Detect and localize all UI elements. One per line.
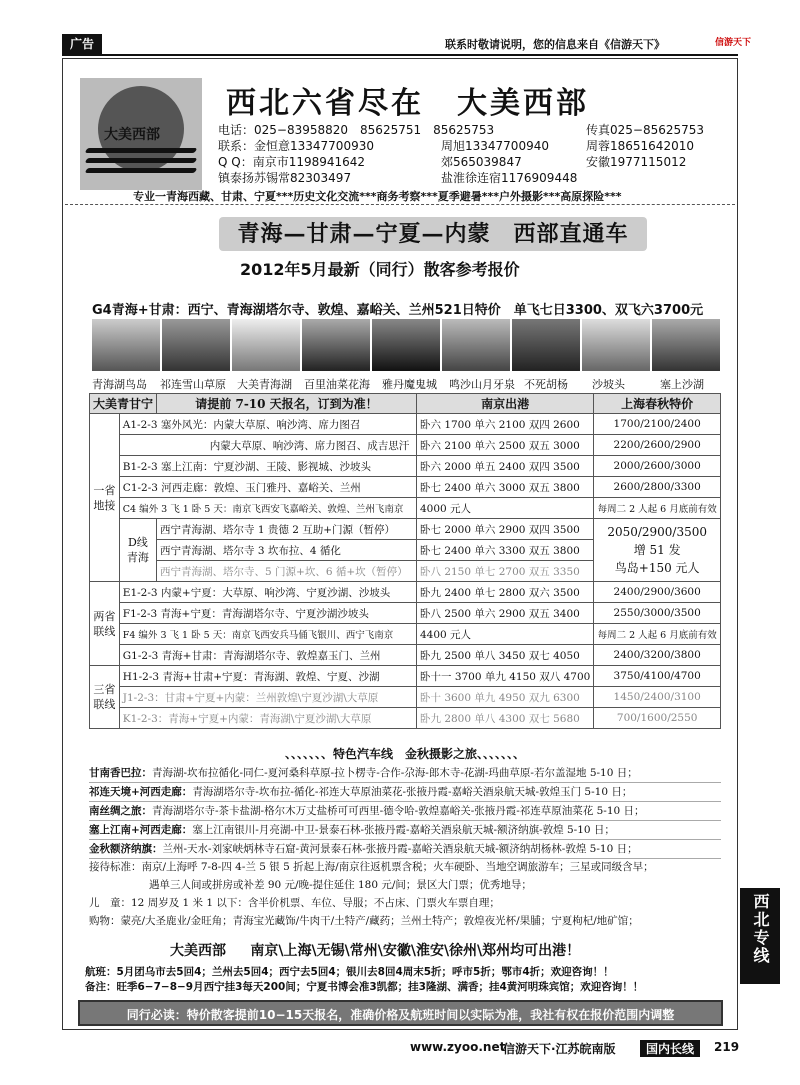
route-desc: 青海湖塔尔寺、敦煌嘉玉门、兰州 — [222, 649, 381, 662]
route-code: J1-2-3： — [122, 691, 165, 704]
route-desc: 青海湖、敦煌、宁夏、沙湖 — [253, 670, 380, 683]
auto-route-text: 青海湖-坎布拉循化-同仁-夏河桑科草原-拉卜楞寺-合作-尕海-郎木寺-花湖-玛曲草原-若尔盖湿地 5-10 日； — [152, 767, 638, 779]
header-shanghai: 上海春秋特价 — [594, 394, 721, 414]
table-row — [90, 582, 721, 603]
qq-line: Q Q：南京市1198941642 — [218, 155, 366, 169]
route-code: E1-2-3 内蒙+宁夏： — [122, 586, 223, 599]
photo-sand-lake — [652, 319, 720, 371]
tagline-brand: 大美西部 — [170, 943, 226, 959]
shanghai-price: 1700/2100/2400 — [594, 414, 721, 435]
nanjing-price: 卧九 2500 单八 3450 双七 4050 — [416, 645, 593, 666]
route-desc: 西宁青海湖、塔尔寺 1 贵德 2 互助+门源（暂停） — [157, 519, 417, 540]
table-row — [90, 456, 721, 477]
shanghai-price: 2200/2600/2900 — [594, 435, 721, 456]
route-desc: 西宁青海湖、塔尔寺、5 门源+坎、6 循+坎（暂停） — [157, 561, 417, 582]
shanghai-price: 2550/3000/3500 — [594, 603, 721, 624]
shanghai-price: 1450/2400/3100 — [594, 687, 721, 708]
qq-2: 郊565039847 — [441, 155, 522, 169]
standard-line: 儿 童：12 周岁及 1 米 1 以下：含半价机票、车位、导服；不占床、门票火车票自理； — [89, 897, 500, 909]
group-two-province: 两省联线 — [90, 582, 120, 666]
route-desc: 宁夏沙湖、王陵、影视城、沙坡头 — [213, 460, 371, 473]
shanghai-price: 2400/2900/3600 — [594, 582, 721, 603]
nanjing-price: 卧六 2100 单六 2500 双五 3000 — [416, 435, 593, 456]
table-row — [90, 687, 721, 708]
flight-line: 备注：旺季6−7−8−9月西宁挂3每天200间；宁夏书博会准3凯都；挂3隆湖、满香；挂4黄河明珠宾馆；欢迎咨询！！ — [85, 981, 644, 993]
top-divider — [62, 54, 738, 56]
nanjing-price: 卧七 2400 单六 3300 双五 3800 — [416, 540, 593, 561]
route-code: K1-2-3： — [122, 712, 169, 725]
route-code: G1-2-3 青海+甘肃： — [122, 649, 223, 662]
route-desc: 南京飞西安飞嘉峪关、敦煌、兰州飞南京 — [232, 504, 404, 515]
route-code: F4 编外 3 飞 1 卧 5 天： — [122, 630, 232, 641]
logo-road-stripe — [85, 148, 198, 153]
table-row — [90, 519, 721, 540]
qq-3: 安徽1977115012 — [586, 155, 687, 169]
shanghai-price: 每周二 2 人起 6 月底前有效 — [594, 498, 721, 519]
group-three-province: 三省联线 — [90, 666, 120, 729]
nanjing-price: 卧八 2500 单六 2900 双五 3400 — [416, 603, 593, 624]
g4-special-offer: G4青海+甘肃：西宁、青海湖塔尔寺、敦煌、嘉峪关、兰州521日特价 单飞七日3300、双飞六3700元 — [92, 303, 704, 318]
nanjing-price: 卧六 1700 单六 2100 双四 2600 — [416, 414, 593, 435]
header-region: 大美青甘宁 — [90, 394, 157, 414]
d-note: 增 51 发 — [633, 543, 681, 557]
departure-tagline — [170, 940, 580, 960]
list-item — [89, 802, 721, 821]
route-desc: 大草原、响沙湾、宁夏沙湖、沙坡头 — [222, 586, 391, 599]
nanjing-price: 卧八 2150 单七 2700 双五 3350 — [416, 561, 593, 582]
standard-line: 遇单三人间或拼房或补差 90 元/晚-提住延住 180 元/间；景区大门票；优秀地导； — [149, 879, 532, 891]
table-row — [90, 708, 721, 729]
photo-qinghai-lake — [232, 319, 300, 371]
phone-line: 电话：025−83958820 85625751 85625753 — [218, 123, 495, 137]
flight-line: 航班：5月团乌市去5回4；兰州去5回4；西宁去5回4；银川去8回4周末5折；呼市5折；鄂市4折；欢迎咨询！！ — [85, 966, 614, 978]
photo-rapeseed-field — [302, 319, 370, 371]
nanjing-price: 卧七 2400 单六 3000 双五 3800 — [416, 477, 593, 498]
ad-tag: 广告 — [62, 34, 102, 54]
contact-line: 联系：金恒意13347700930 — [218, 139, 374, 153]
table-row — [90, 603, 721, 624]
auto-route-label: 甘南香巴拉： — [89, 767, 152, 779]
header-notice: 请提前 7-10 天报名，订到为准！ — [157, 394, 417, 414]
tagline-cities: 南京\上海\无锡\常州\安徽\淮安\徐州\郑州均可出港！ — [250, 943, 581, 959]
auto-route-text: 青海湖塔尔寺-坎布拉-循化-祁连大草原油菜花-张掖丹霞-嘉峪关酒泉航天城-敦煌玉门 5-10 日； — [192, 786, 633, 798]
auto-tour-section — [89, 744, 721, 859]
auto-route-label: 南丝绸之旅： — [89, 805, 152, 817]
side-tab-label: 西北专线 — [751, 893, 770, 965]
route-desc: 甘肃+宁夏+内蒙：兰州敦煌\宁夏沙湖\大草原 — [164, 691, 379, 704]
price-subtitle: 2012年5月最新（同行）散客参考报价 — [240, 260, 520, 279]
source-notice: 联系时敬请说明，您的信息来自《信游天下》 — [445, 38, 665, 51]
route-code: C1-2-3 河西走廊： — [122, 481, 214, 494]
publisher-name: 信游天下·江苏皖南版 — [503, 1042, 616, 1056]
route-d-shanghai — [594, 519, 721, 582]
d-note: 鸟岛+150 元人 — [614, 561, 700, 575]
nanjing-price: 卧九 2400 单七 2800 双六 3500 — [416, 582, 593, 603]
d-price: 2050/2900/3500 — [607, 525, 708, 539]
shanghai-price: 2600/2800/3300 — [594, 477, 721, 498]
group-one-province: 一省地接 — [90, 414, 120, 582]
company-logo — [80, 78, 202, 190]
nanjing-price: 4400 元人 — [416, 624, 593, 645]
list-item — [89, 783, 721, 802]
contact-3: 周蓉18651642010 — [586, 139, 694, 153]
route-banner: 青海—甘肃—宁夏—内蒙 西部直通车 — [219, 217, 647, 251]
photo-caption: 大美青海湖 — [237, 378, 292, 391]
table-header — [90, 394, 721, 414]
logo-text: 大美西部 — [104, 127, 160, 143]
photo-populus — [512, 319, 580, 371]
auto-tour-title: 、、、、、、、特色汽车线 金秋摄影之旅、、、、、、、 — [284, 747, 525, 761]
logo-road-stripe — [85, 168, 198, 173]
town-line: 镇泰扬苏锡常82303497 — [218, 171, 352, 185]
website-url[interactable]: www.zyoo.net — [410, 1040, 506, 1054]
service-standards — [89, 858, 721, 930]
dashed-divider — [65, 204, 735, 205]
route-code: F1-2-3 青海+宁夏： — [122, 607, 222, 620]
booking-notice: 同行必读：特价散客提前10−15天报名，准确价格及航班时间以实际为准，我社有权在报价范围内调整 — [78, 1000, 723, 1026]
photo-caption: 鸣沙山月牙泉 — [449, 378, 515, 391]
route-code: C4 编外 3 飞 1 卧 5 天： — [122, 504, 233, 515]
route-code: H1-2-3 青海+甘肃+宁夏： — [122, 670, 254, 683]
auto-route-text: 塞上江南银川-月亮湖-中卫-景泰石林-张掖丹霞-嘉峪关酒泉航天城-额济纳旗-敦煌 5-10 日； — [192, 824, 615, 836]
table-row — [90, 645, 721, 666]
nanjing-price: 卧十 3600 单九 4950 双九 6300 — [416, 687, 593, 708]
auto-route-text: 兰州-天水-刘家峡炳林寺石窟-黄河景泰石林-张掖丹霞-嘉峪关酒泉航天城-额济纳胡杨林-敦煌 5-10 日； — [162, 843, 638, 855]
route-desc: 南京飞西安兵马俑飞银川、西宁飞南京 — [231, 630, 394, 641]
photo-qilian-grassland — [162, 319, 230, 371]
route-desc: 青海湖塔尔寺、宁夏沙湖沙坡头 — [221, 607, 369, 620]
photo-caption: 雅丹魔鬼城 — [382, 378, 437, 391]
table-row — [90, 477, 721, 498]
photo-strip — [92, 319, 720, 371]
fax-line: 传真025−85625753 — [586, 123, 705, 137]
photo-caption: 百里油菜花海 — [304, 378, 370, 391]
list-item — [89, 840, 721, 859]
shanghai-price: 2000/2600/3000 — [594, 456, 721, 477]
photo-caption: 祁连雪山草原 — [160, 378, 226, 391]
photo-caption: 塞上沙湖 — [660, 378, 704, 391]
standard-line: 购物：蒙亮/大圣鹿业/金旺角；青海宝光藏饰/牛肉干/土特产/藏药；兰州土特产；敦煌夜光杯/果脯；宁夏枸杞/地矿馆； — [89, 915, 639, 927]
route-d-label: D线青海 — [119, 519, 156, 582]
headline: 西北六省尽在 大美西部 — [226, 86, 589, 121]
shanghai-price: 700/1600/2550 — [594, 708, 721, 729]
nanjing-price: 卧六 2000 单五 2400 双四 3500 — [416, 456, 593, 477]
photo-shapotou — [582, 319, 650, 371]
route-desc: 内蒙大草原、响沙湾、席力图召 — [213, 418, 361, 431]
list-item — [89, 821, 721, 840]
logo-road-stripe — [85, 158, 198, 163]
flight-info — [85, 965, 643, 995]
route-code: A1-2-3 塞外风光： — [122, 418, 214, 431]
shanghai-price: 每周二 2 人起 6 月底前有效 — [594, 624, 721, 645]
photo-caption: 沙坡头 — [592, 378, 625, 391]
brand-mini-logo: 信游天下 — [715, 38, 752, 48]
route-desc: 青海+宁夏+内蒙：青海湖\宁夏沙湖\大草原 — [168, 712, 372, 725]
table-row — [90, 435, 721, 456]
town-2: 盐淮徐连宿1176909448 — [441, 171, 578, 185]
photo-bird-island — [92, 319, 160, 371]
nanjing-price: 卧七 2000 单六 2900 双四 3500 — [416, 519, 593, 540]
nanjing-price: 卧九 2800 单八 4300 双七 5680 — [416, 708, 593, 729]
header-nanjing: 南京出港 — [416, 394, 593, 414]
route-desc: 内蒙大草原、响沙湾、席力图召、成吉思汗 — [119, 435, 416, 456]
slogan: 专业一青海西藏、甘肃、宁夏***历史文化交流***商务考察***夏季避暑***户外摄影***高原探险*** — [133, 190, 622, 203]
photo-caption: 不死胡杨 — [524, 378, 568, 391]
auto-route-label: 祁连天境+河西走廊： — [89, 786, 193, 798]
photo-yardang — [372, 319, 440, 371]
table-row — [90, 498, 721, 519]
photo-caption: 青海湖鸟岛 — [92, 378, 147, 391]
route-desc: 西宁青海湖、塔尔寺 3 坎布拉、4 循化 — [157, 540, 417, 561]
route-code: B1-2-3 塞上江南： — [122, 460, 214, 473]
nanjing-price: 4000 元人 — [416, 498, 593, 519]
standard-line: 接待标准：南京/上海呼 7-8-四 4-兰 5 银 5 折起上海/南京往返机票含税；火车硬卧、当地空调旅游车；三星或同级含早； — [89, 861, 654, 873]
shanghai-price: 2400/3200/3800 — [594, 645, 721, 666]
side-section-tab — [740, 888, 780, 984]
photo-crescent-spring — [442, 319, 510, 371]
auto-route-text: 青海湖塔尔寺-茶卡盐湖-格尔木万丈盐桥可可西里-德令哈-敦煌嘉峪关-张掖丹霞-祁连草原油菜花 5-10 日； — [152, 805, 645, 817]
nanjing-price: 卧十一 3700 单九 4150 双八 4700 — [416, 666, 593, 687]
section-label: 国内长线 — [640, 1040, 700, 1057]
table-row — [90, 414, 721, 435]
table-row — [90, 624, 721, 645]
table-row — [90, 666, 721, 687]
shanghai-price: 3750/4100/4700 — [594, 666, 721, 687]
list-item — [89, 764, 721, 783]
contact-2: 周旭13347700940 — [441, 139, 549, 153]
page-number: 219 — [714, 1040, 740, 1054]
auto-route-label: 金秋额济纳旗： — [89, 843, 163, 855]
auto-route-label: 塞上江南+河西走廊： — [89, 824, 193, 836]
price-table — [89, 393, 721, 729]
route-desc: 敦煌、玉门雅丹、嘉峪关、兰州 — [213, 481, 361, 494]
